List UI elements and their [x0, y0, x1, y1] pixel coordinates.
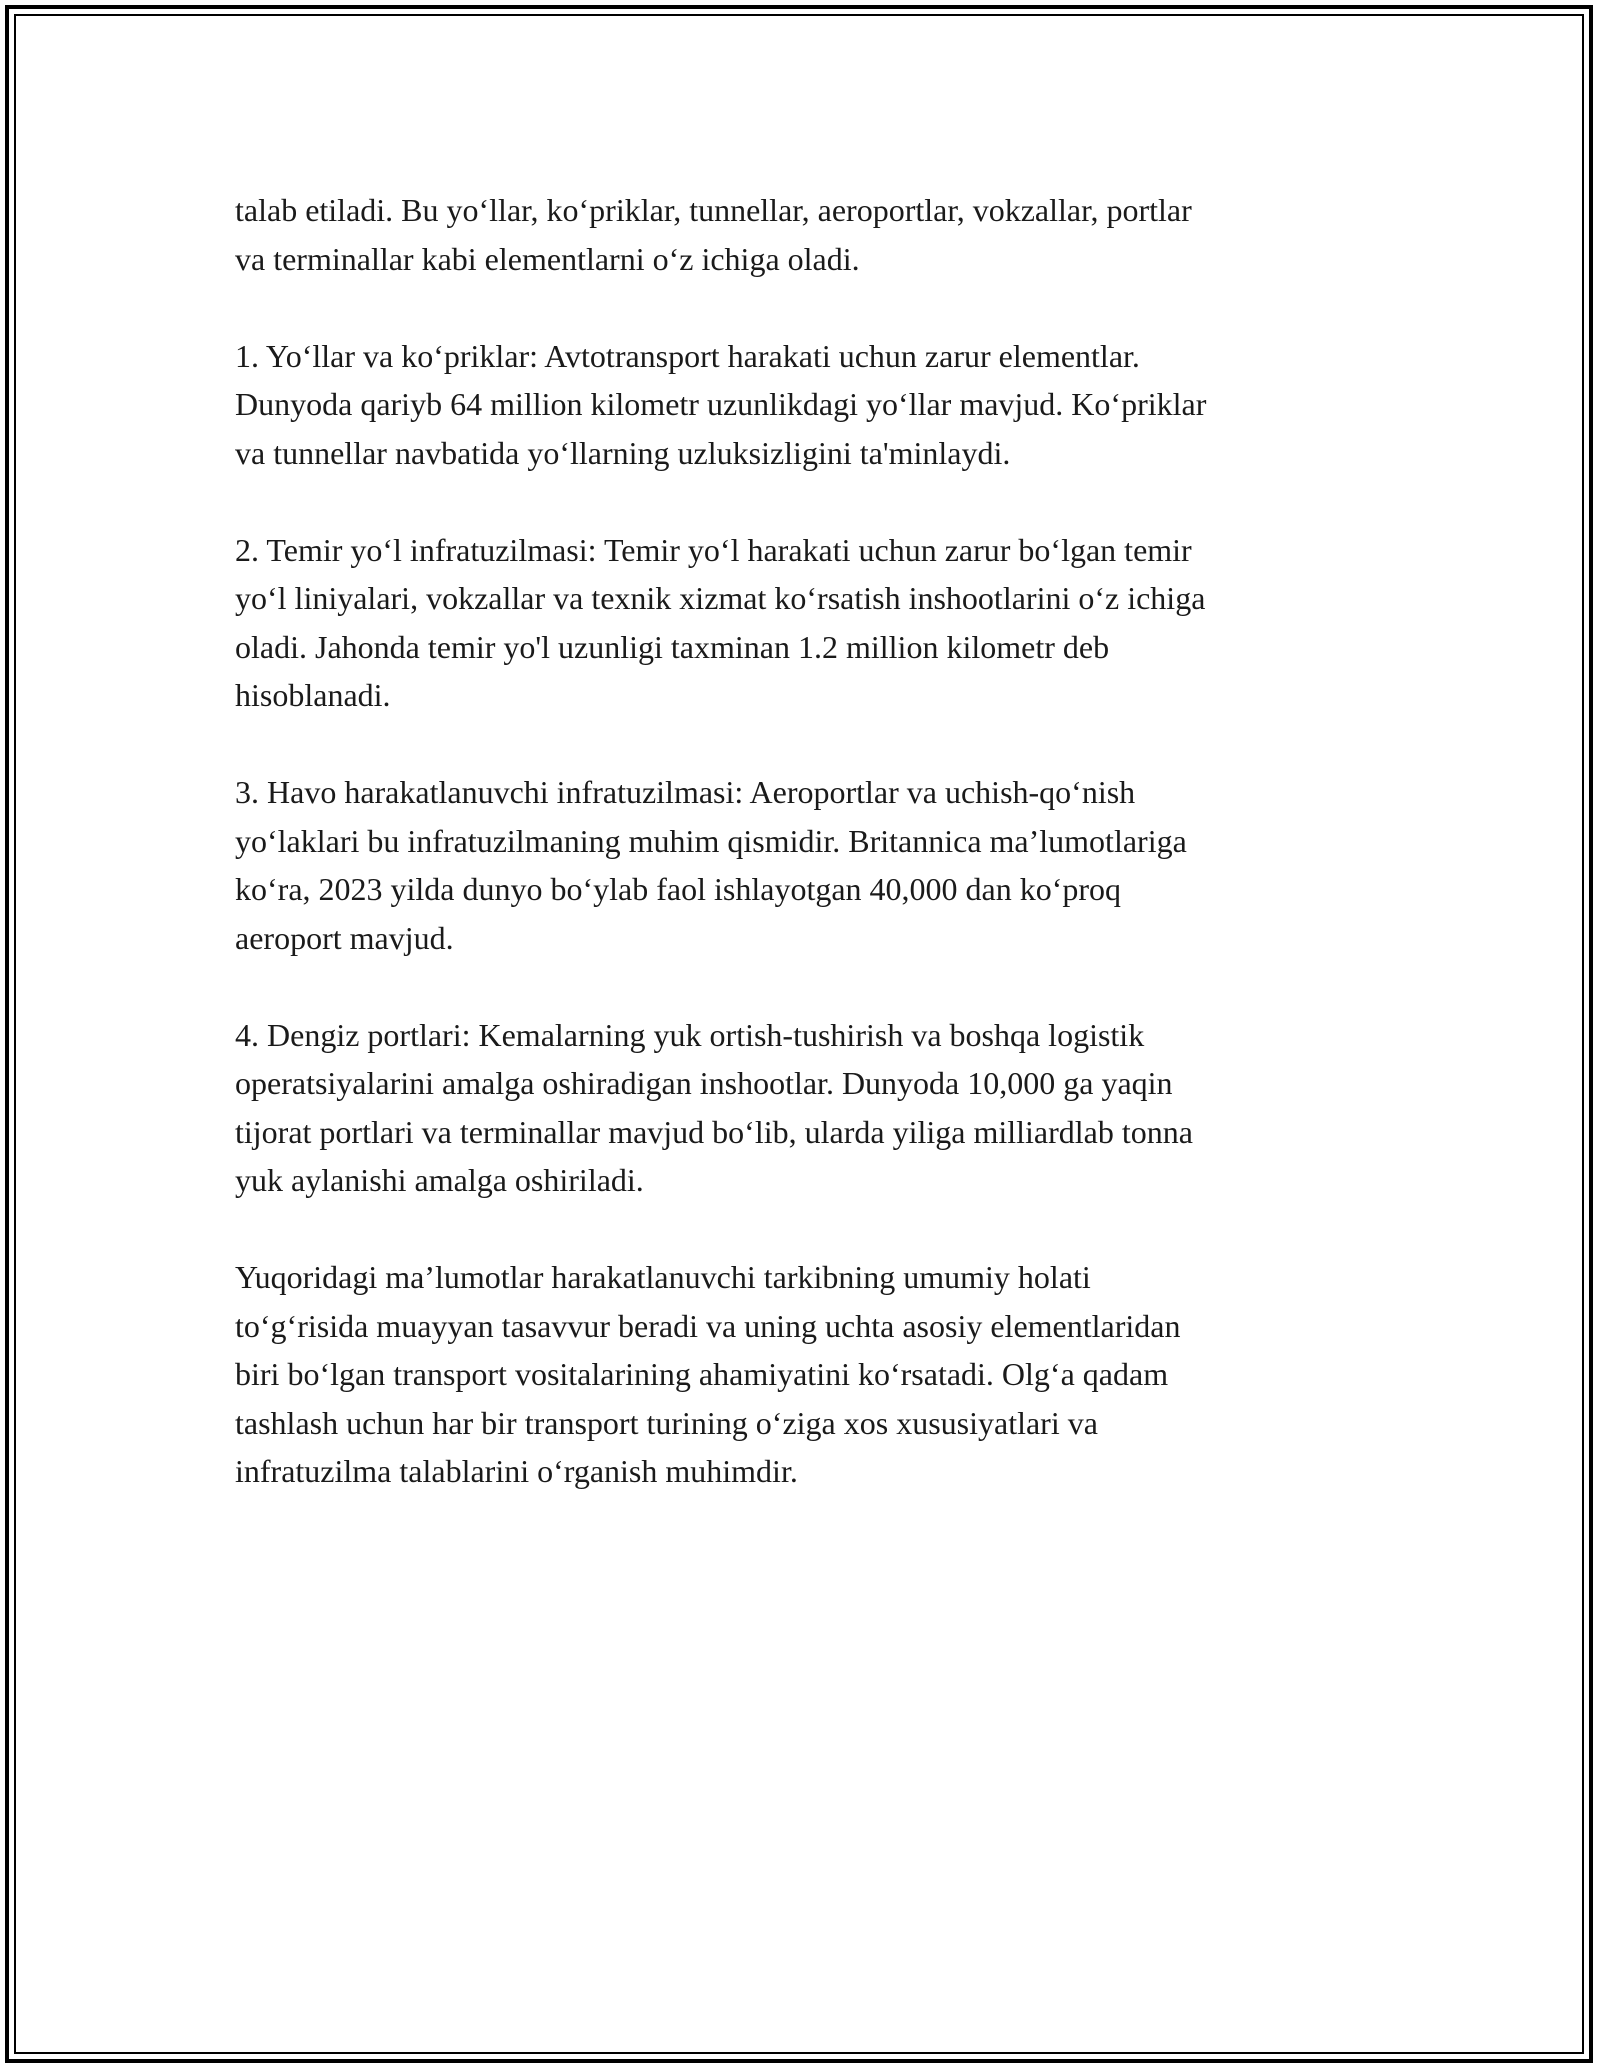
paragraph-sea-ports: 4. Dengiz portlari: Kemalarning yuk ortish-tushirish va boshqa logistik operatsiyalarini amalga oshiradigan inshootlar. Dunyoda 10,000 ga yaqin tijorat portlari va terminallar mavjud bo‘lib, ularda yiliga milliardlab tonna yuk aylanishi amalga oshiriladi.: [235, 1016, 1193, 1198]
paragraph-air: 3. Havo harakatlanuvchi infratuzilmasi: Aeroportlar va uchish-qo‘nish yo‘laklari bu infratuzilmaning muhim qismidir. Britannica ma’lumotlariga ko‘ra, 2023 yilda dunyo bo‘ylab faol ishlayotgan 40,000 dan ko‘proq aeroport mavjud.: [235, 774, 1187, 956]
document-body: [235, 186, 1365, 1544]
paragraph-railway: 2. Temir yo‘l infratuzilmasi: Temir yo‘l harakati uchun zarur bo‘lgan temir yo‘l liniyalari, vokzallar va texnik xizmat ko‘rsatish inshootlarini o‘z ichiga oladi. Jahonda temir yo'l uzunligi taxminan 1.2 million kilometr deb hisoblanadi.: [235, 531, 1206, 713]
paragraph-intro: talab etiladi. Bu yo‘llar, ko‘priklar, tunnellar, aeroportlar, vokzallar, portlar va terminallar kabi elementlarni o‘z ichiga oladi.: [235, 192, 1192, 277]
paragraph-conclusion: Yuqoridagi ma’lumotlar harakatlanuvchi tarkibning umumiy holati to‘g‘risida muayyan tasavvur beradi va uning uchta asosiy elementlaridan biri bo‘lgan transport vositalarining ahamiyatini ko‘rsatadi. Olg‘a qadam tashlash uchun har bir transport turining o‘ziga xos xususiyatlari va infratuzilma talablarini o‘rganish muhimdir.: [235, 1259, 1181, 1489]
paragraph-roads-bridges: 1. Yo‘llar va ko‘priklar: Avtotransport harakati uchun zarur elementlar. Dunyoda qariyb 64 million kilometr uzunlikdagi yo‘llar mavjud. Ko‘priklar va tunnellar navbatida yo‘llarning uzluksizligini ta'minlaydi.: [235, 337, 1207, 471]
